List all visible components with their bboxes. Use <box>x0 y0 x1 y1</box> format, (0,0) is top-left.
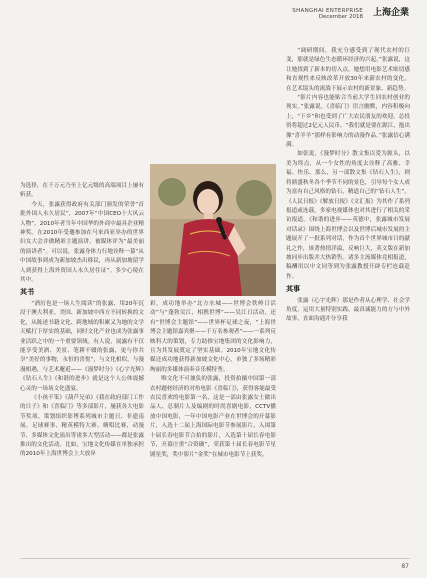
masthead-date: December 2018 <box>318 14 363 21</box>
paragraph: “调研期间，我充分感受到了现代农村的巨变，那就是绿色生态循环经济的兴起。”张露说，这让她找到了新本的切入点。她想用电影艺术贴切感和直观性来反映改革开放30年来新农村的变化，在艺术镜头的流淌下展示农村的新景象、新趋势。 <box>286 48 410 92</box>
paragraph: 《小孩不笨》《葫芦兄弟》《我在政府部门工作的日子》和《喜临门》等多部影片，屡获各大电影节奖项。策划组织影博系列城市主题日、非遗南展、足球赛事、精英模特大赛、嗨唱比赛、动漫节、多媒体文化演出等诸多大型活动——都是张露推出的文化活动。比如，宝地文化传媒在单独承担的2010年上海世博会上大放异 <box>20 394 144 458</box>
paragraph: 如张说，《漫梦时分》散文集以爱为源头，以美为终点，从一个女性的角度去诠释了高雅、幸福、快乐、那么，另一部散文集《钻石人生》，则将鼎盛秋冬各个季节不同的景色，引导每个女人成为富有自己风格的钻石，精道自己的“钻石人生”。《人民日报》《解放日报》《文汇报》为其作了系列报道或连载，多家电视媒体也对其进行了相关的采访报道。《和谐的进步——英德中，张露城市发展对话录》围绕上海世博会以及世博后城市发展的主题展开了一批系列对话，作为首个世界城市日的献礼之作，该著热情洋溢，反响巨大，英文版在新加坡同步出版并大热销售。诸多主流媒体竞相报道，稿酬用以中文同等到为张露教授开辟专栏连载赴作。 <box>286 151 410 280</box>
page-number: 87 <box>401 563 409 570</box>
paragraph: 张露（心宇光辉）那是作者从心理学、社会学角度，运用大量特别实践、最真诚能力的方与中外故事，直面沟通并分享我 <box>286 297 410 323</box>
section-heading: 其事 <box>286 285 300 294</box>
paragraph: 彩，成功地举办“北方水城——世博会铁岭日活动”与“蓬勃吴江，相携世博”——吴江日活动，还有“世博会主题馆”——世界杯足球之夜，“上海世博会主题馆嘉宾聚——千万名参观者”——一系列反映科大的策划，专力助推宝地集团的文化影响力，且为其发展奠定了坚实基础。2010年宝地文化传媒还成功地获得新加坡文化中心，单独了多场精彩绚丽的多媒体演奏音乐模特秀。 <box>150 301 276 373</box>
paragraph: 为选择，在千万元乃至上亿元级的高端项目上屡有斩获。 <box>20 183 144 199</box>
article-column-2 <box>150 300 276 460</box>
masthead <box>292 8 409 21</box>
article-column-3 <box>286 47 410 325</box>
masthead-logo: 上海企業 <box>372 8 409 18</box>
portrait-photo <box>150 164 276 296</box>
footer-divider <box>20 558 410 559</box>
portrait-illustration <box>150 164 276 296</box>
paragraph: “影片内容也能贴合当前大学生回农村创业的现实。”张露说，《喜临门》语言幽默，内容积极向上，“下乡”和也受到了广大农民朋友的欢迎。总投资将超过2亿元人民币。“我们就是要在源江，抱出像“喜羊羊”那样有影响力的动漫作品。”张露信心满满。 <box>286 95 410 149</box>
section-heading: 其书 <box>20 288 34 297</box>
paragraph: “酒厉也是一场人生阅读”的张露，用20年沉浸于澳大利亚、美国、新加坡中西方不同转换的文化，从陈述书籍文化、跨地域的积累又为她的文学天赋打下厚实的基础，同时文化产业也成为张露事业活跃之中的一个重要领域。有人说，展露有不仅能享受美酒、美景、笔耕不辍的张露，更与你共享“美好的事物，永恒的喜悦”，与文化相似，与漫漫相遇，与艺术邂逅——《漫梦时分》《心宇光辉》《钻石人生》《和谐的进步》就是这个人公体震撼心灵的一场场文化盛宴。 <box>20 300 144 392</box>
masthead-english-title: SHANGHAI ENTERPRISE <box>292 8 363 14</box>
article-column-1 <box>20 182 144 460</box>
paragraph: 唯文化不可兼负的张露，投资拍摄中国第一部农村题材经济的对角电影《喜临门》，获得客能最受农民喜欢的电影第一名，这是一部由张露女士做出品人、总制片人及编剧的时尚喜剧电影，CCTV播放中国电影，一年中国电影产业在世博会的开幕影片，入选十二届上海国际电影节参展影片，入围第十届长春电影节合拍的影片，入选第十届长春电影节，开幕庄重“合资确”，荣获第十届长春电影节星剧星奖，奖中影片“金奖”在城市电影节上获奖。 <box>150 376 276 458</box>
paragraph: 今天，张露获得政府有关部门颁发的荣誉“首批外国人永久居民”，2007年“中国CEO十大风云人物”，2010年者当年中国华的外商中最具企业精神奖。在2010年受邀参加在马来西亚举办的世界妇女大会并做精彩主题演讲，被媒体评为“最美丽的演讲者”。可以说，张露身体力行地诠释一幕“从中国故事到成为新加坡杰出移民，再从新加坡留学人到获得上海外资国人永久居住证”。多少心境在其中。 <box>20 201 144 284</box>
